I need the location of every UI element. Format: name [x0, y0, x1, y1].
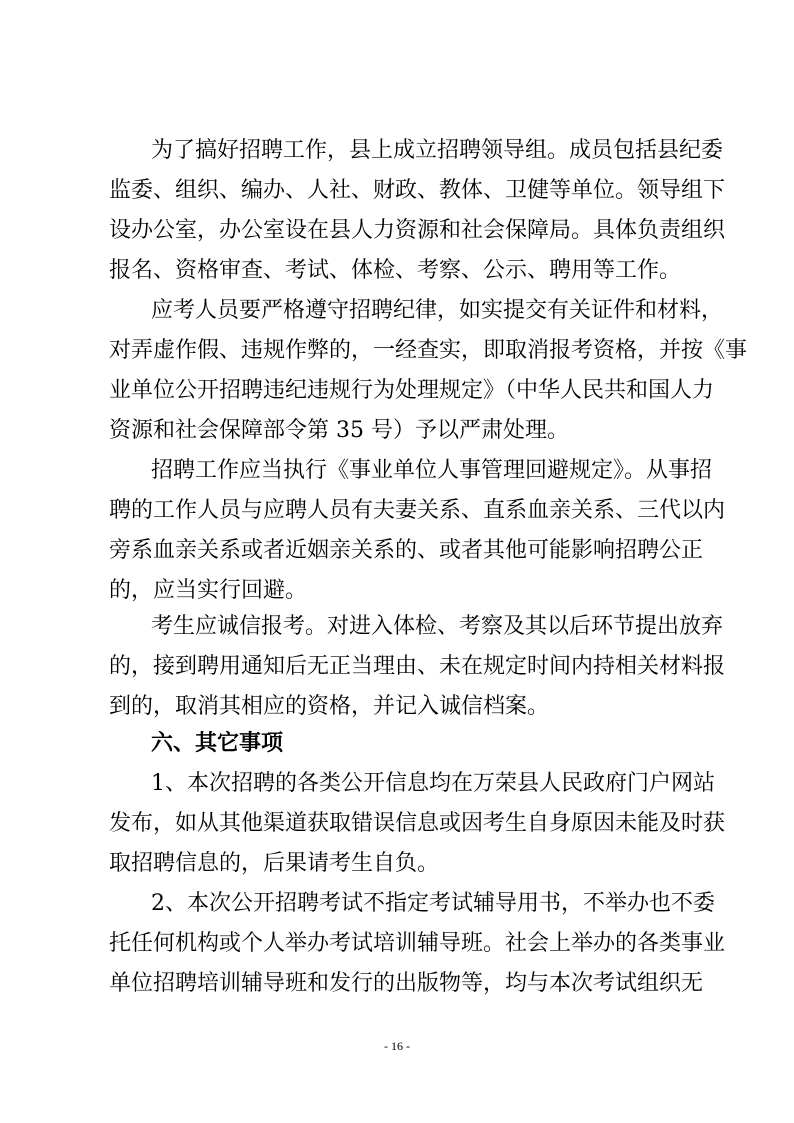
paragraph-3-line-3: 旁系血亲关系或者近姻亲关系的、或者其他可能影响招聘公正	[109, 538, 704, 563]
paragraph-4-line-3: 到的，取消其相应的资格，并记入诚信档案。	[109, 694, 550, 719]
paragraph-2-line-4: 资源和社会保障部令第 35 号）予以严肃处理。	[109, 418, 569, 443]
item-2-line-3: 单位招聘培训辅导班和发行的出版物等，均与本次考试组织无	[109, 971, 704, 996]
item-2-line-2: 托任何机构或个人举办考试培训辅导班。社会上举办的各类事业	[109, 931, 726, 956]
section-heading: 六、其它事项	[151, 731, 284, 756]
paragraph-3-line-2: 聘的工作人员与应聘人员有夫妻关系、直系血亲关系、三代以内	[109, 498, 726, 523]
paragraph-1-line-4: 报名、资格审查、考试、体检、考察、公示、聘用等工作。	[109, 258, 682, 283]
page-number: - 16 -	[384, 1039, 410, 1053]
item-2-line-1: 2、本次公开招聘考试不指定考试辅导用书，不举办也不委	[151, 891, 715, 916]
paragraph-2-line-2: 对弄虚作假、违规作弊的，一经查实，即取消报考资格，并按《事	[109, 338, 748, 363]
paragraph-1-line-1: 为了搞好招聘工作，县上成立招聘领导组。成员包括县纪委	[151, 138, 724, 163]
paragraph-2-line-1: 应考人员要严格遵守招聘纪律，如实提交有关证件和材料，	[151, 298, 724, 323]
paragraph-1-line-2: 监委、组织、编办、人社、财政、教体、卫健等单位。领导组下	[109, 178, 726, 203]
paragraph-1-line-3: 设办公室，办公室设在县人力资源和社会保障局。具体负责组织	[109, 218, 726, 243]
item-1-line-1: 1、本次招聘的各类公开信息均在万荣县人民政府门户网站	[151, 771, 715, 796]
paragraph-2-line-3: 业单位公开招聘违纪违规行为处理规定》（中华人民共和国人力	[109, 378, 715, 403]
paragraph-3-line-4: 的，应当实行回避。	[109, 578, 308, 603]
item-1-line-2: 发布，如从其他渠道获取错误信息或因考生自身原因未能及时获	[109, 811, 726, 836]
paragraph-4-line-2: 的，接到聘用通知后无正当理由、未在规定时间内持相关材料报	[109, 654, 726, 679]
paragraph-4-line-1: 考生应诚信报考。对进入体检、考察及其以后环节提出放弃	[151, 614, 724, 639]
paragraph-3-line-1: 招聘工作应当执行《事业单位人事管理回避规定》。从事招	[151, 458, 713, 483]
item-1-line-3: 取招聘信息的，后果请考生自负。	[109, 851, 440, 876]
